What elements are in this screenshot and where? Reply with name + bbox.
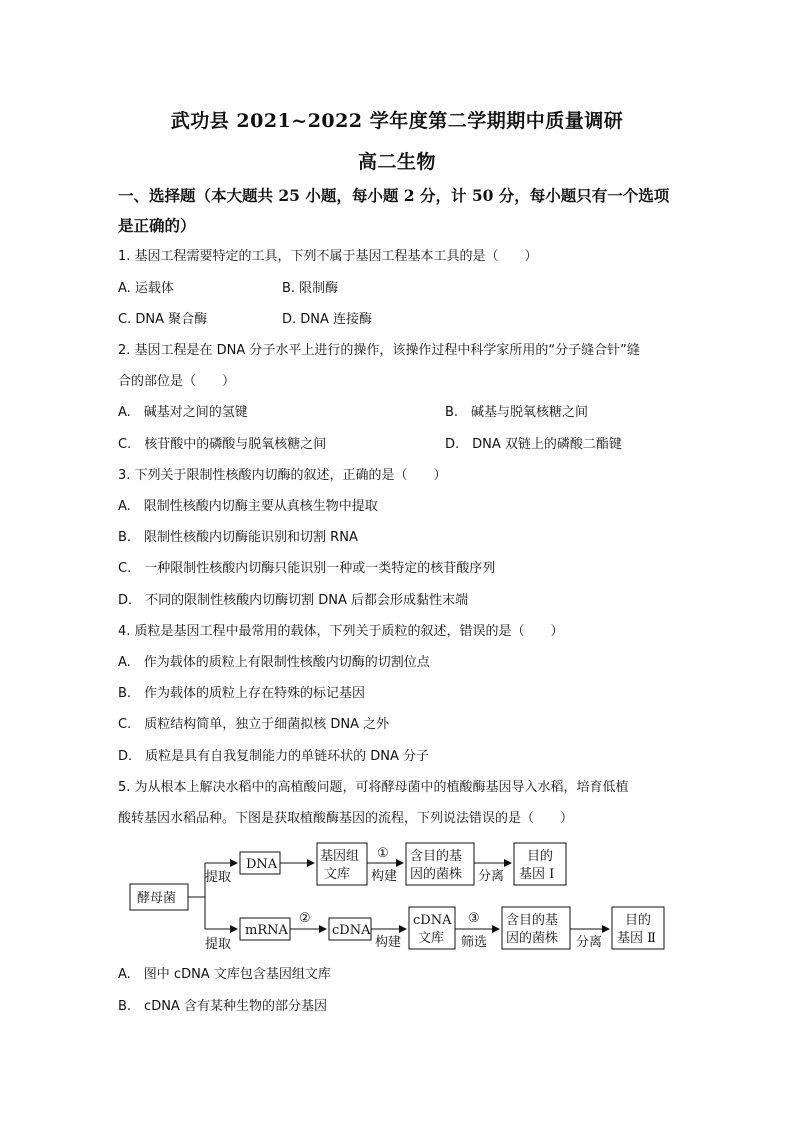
colony-top-label-1: 含目的基 <box>410 849 463 864</box>
cdna-lib-label-1: cDNA <box>413 913 452 928</box>
step2-label: ② <box>299 911 311 926</box>
construct-top-label: 构建 <box>371 869 398 884</box>
extract-bottom-label: 提取 <box>205 937 232 952</box>
q1-option-d: D. DNA 连接酶 <box>282 312 373 327</box>
q2-stem-line2: 合的部位是（ ） <box>118 374 236 389</box>
q2-option-a: A. 碱基对之间的氢键 <box>118 405 248 420</box>
q3-option-c: C. 一种限制性核酸内切酶只能识别一种或一类特定的核苷酸序列 <box>118 561 496 576</box>
q1-stem: 1. 基因工程需要特定的工具，下列不属于基因工程基本工具的是（ ） <box>118 249 538 264</box>
step1-label: ① <box>377 846 389 861</box>
genomic-lib-label-1: 基因组 <box>320 849 360 864</box>
separate-bottom-label: 分离 <box>576 935 603 950</box>
page-title: 武功县 2021~2022 学年度第二学期期中质量调研 <box>170 110 624 132</box>
q2-option-c: C. 核苷酸中的磷酸与脱氧核糖之间 <box>118 437 327 452</box>
gene-flow-diagram <box>125 838 670 953</box>
q2-option-b: B. 碱基与脱氧核糖之间 <box>445 405 589 420</box>
q1-option-c: C. DNA 聚合酶 <box>118 312 208 327</box>
q3-option-a: A. 限制性核酸内切酶主要从真核生物中提取 <box>118 499 378 514</box>
colony-top-label-2: 因的菌株 <box>410 867 463 882</box>
q4-option-b: B. 作为载体的质粒上存在特殊的标记基因 <box>118 686 366 701</box>
q4-stem: 4. 质粒是基因工程中最常用的载体，下列关于质粒的叙述，错误的是（ ） <box>118 624 564 639</box>
yeast-label: 酵母菌 <box>137 891 177 906</box>
page-subtitle: 高二生物 <box>357 151 436 173</box>
construct-bottom-label: 构建 <box>375 935 402 950</box>
q2-stem-line1: 2. 基因工程是在 DNA 分子水平上进行的操作，该操作过程中科学家所用的“分子缝合针”缝 <box>118 343 640 358</box>
colony-bottom-label-1: 含目的基 <box>506 913 559 928</box>
q5-stem-line2: 酸转基因水稻品种。下图是获取植酸酶基因的流程，下列说法错误的是（ ） <box>118 811 574 826</box>
screen-label: 筛选 <box>461 935 488 950</box>
mrna-label: mRNA <box>245 923 288 938</box>
q1-option-a: A. 运载体 <box>118 281 174 296</box>
q4-option-a: A. 作为载体的质粒上有限制性核酸内切酶的切割位点 <box>118 655 430 670</box>
extract-top-label: 提取 <box>205 870 232 885</box>
q4-option-d: D. 质粒是具有自我复制能力的单链环状的 DNA 分子 <box>118 749 430 764</box>
step3-label: ③ <box>468 911 480 926</box>
cdna-label: cDNA <box>332 923 371 938</box>
gene2-label-2: 基因 Ⅱ <box>617 931 656 946</box>
q3-stem: 3. 下列关于限制性核酸内切酶的叙述，正确的是（ ） <box>118 468 447 483</box>
q3-option-b: B. 限制性核酸内切酶能识别和切割 RNA <box>118 530 358 545</box>
q1-option-b: B. 限制酶 <box>282 281 339 296</box>
q5-stem-line1: 5. 为从根本上解决水稻中的高植酸问题，可将酵母菌中的植酸酶基因导入水稻，培育低植 <box>118 780 629 795</box>
q5-option-a: A. 图中 cDNA 文库包含基因组文库 <box>118 967 331 982</box>
genomic-lib-label-2: 文库 <box>324 867 351 882</box>
q3-option-d: D. 不同的限制性核酸内切酶切割 DNA 后都会形成黏性末端 <box>118 593 469 608</box>
gene1-label-1: 目的 <box>527 849 554 864</box>
dna-label: DNA <box>246 857 278 872</box>
q4-option-c: C. 质粒结构简单，独立于细菌拟核 DNA 之外 <box>118 717 390 732</box>
q5-option-b: B. cDNA 含有某种生物的部分基因 <box>118 999 327 1014</box>
section-heading-line1: 一、选择题（本大题共 25 小题，每小题 2 分，计 50 分，每小题只有一个选项 <box>118 186 670 205</box>
gene1-label-2: 基因 Ⅰ <box>519 867 555 882</box>
section-heading-line2: 是正确的） <box>118 216 196 235</box>
gene2-label-1: 目的 <box>625 913 652 928</box>
q2-option-d: D. DNA 双链上的磷酸二酯键 <box>445 437 622 452</box>
separate-top-label: 分离 <box>478 869 505 884</box>
cdna-lib-label-2: 文库 <box>418 931 445 946</box>
colony-bottom-label-2: 因的菌株 <box>506 931 559 946</box>
